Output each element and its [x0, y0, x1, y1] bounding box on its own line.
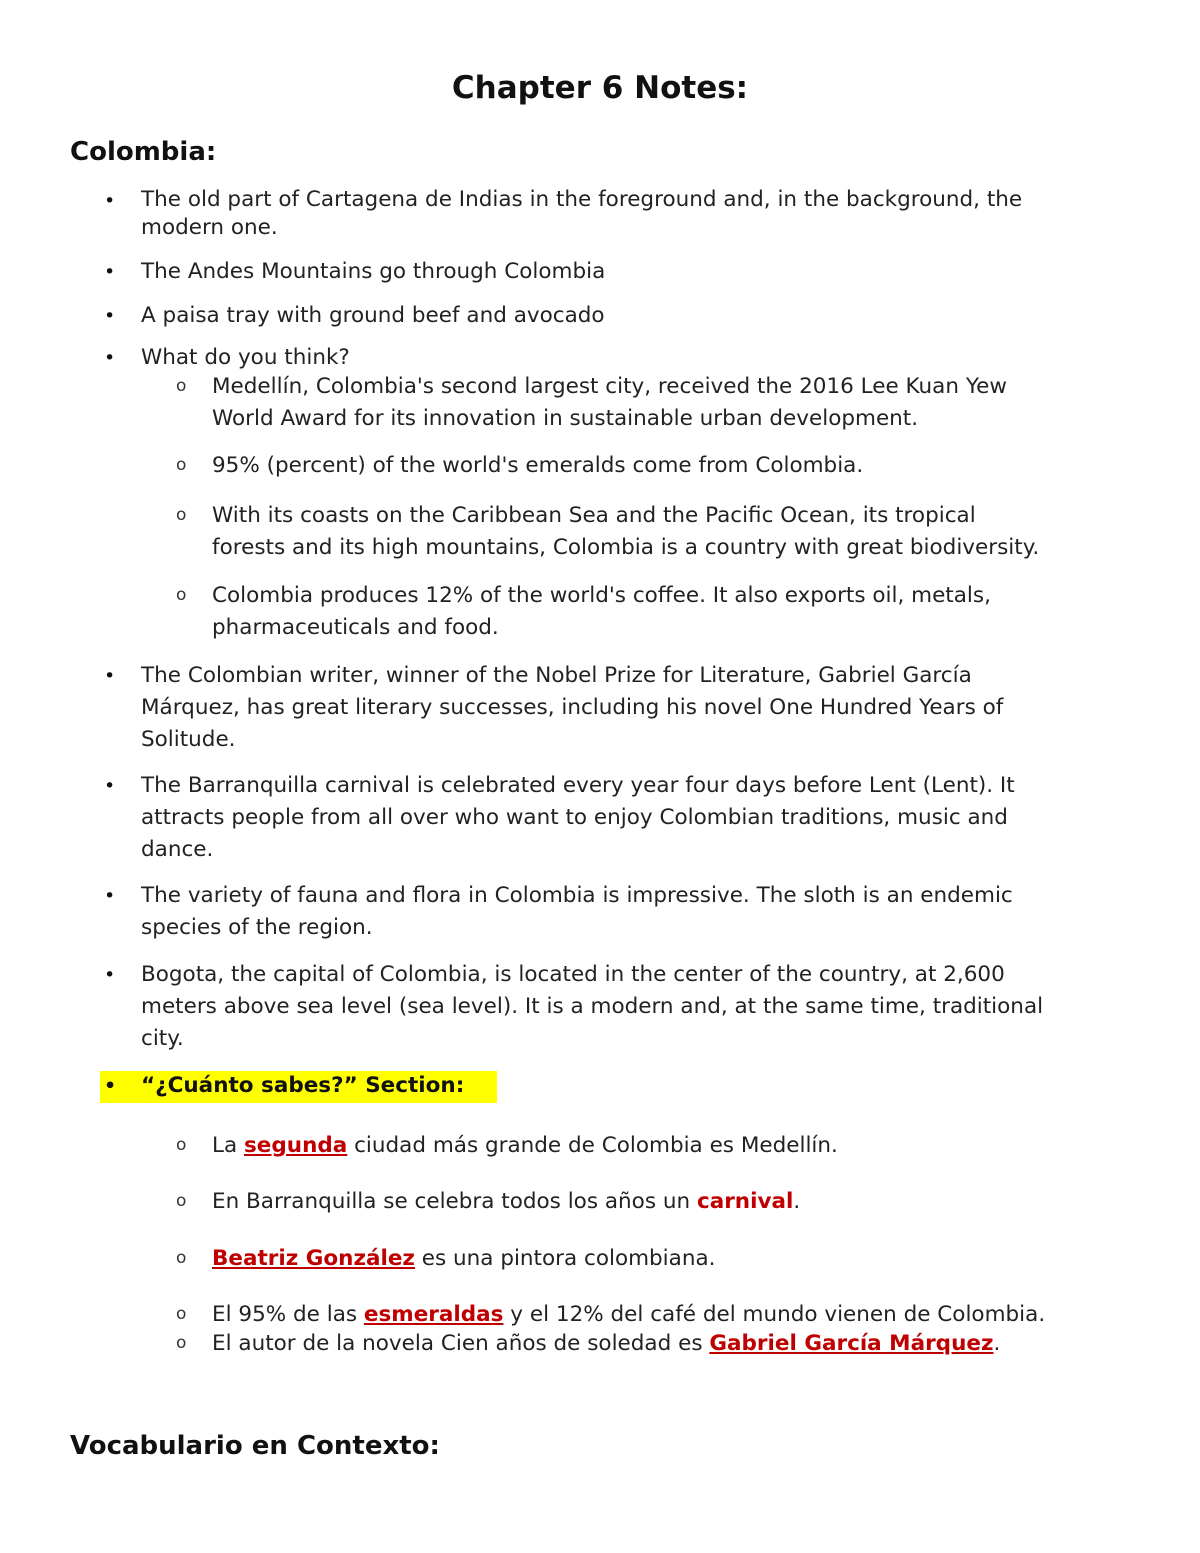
sub-list-item	[212, 500, 1039, 564]
bullet-marker: •	[104, 190, 116, 212]
list-item	[141, 660, 1003, 756]
list-item-line: modern one.	[141, 215, 278, 240]
quiz-answer: Gabriel García Márquez	[709, 1331, 994, 1356]
sub-bullet-marker: o	[176, 1135, 187, 1155]
list-item: The Andes Mountains go through Colombia	[141, 259, 606, 284]
list-item-line: The old part of Cartagena de Indias in the foreground and, in the background, the	[141, 187, 1023, 212]
section-heading-vocabulario: Vocabulario en Contexto:	[70, 1431, 440, 1461]
sub-bullet-marker: o	[176, 1333, 187, 1353]
sub-bullet-marker: o	[176, 376, 187, 396]
list-item-line: The Barranquilla carnival is celebrated every year four days before Lent (Lent). It	[141, 773, 1015, 798]
list-item-line: Medellín, Colombia's second largest city, received the 2016 Lee Kuan Yew	[212, 374, 1007, 399]
quiz-item	[212, 1299, 1045, 1331]
quiz-item	[212, 1328, 1000, 1360]
quiz-answer: carnival	[696, 1189, 794, 1214]
list-item	[141, 770, 1015, 866]
list-item-line: dance.	[141, 837, 214, 862]
list-item-line: With its coasts on the Caribbean Sea and the Pacific Ocean, its tropical	[212, 503, 976, 528]
list-item	[141, 880, 1013, 944]
bullet-marker: •	[104, 964, 116, 986]
quiz-text: es una pintora colombiana.	[414, 1246, 716, 1271]
quiz-text: El autor de la novela Cien años de soledad es	[212, 1331, 710, 1356]
list-item	[141, 959, 1043, 1055]
sub-bullet-marker: o	[176, 455, 187, 475]
quiz-answer: Beatriz González	[212, 1246, 415, 1271]
sub-bullet-marker: o	[176, 1304, 187, 1324]
list-item-line: attracts people from all over who want to enjoy Colombian traditions, music and	[141, 805, 1008, 830]
list-item-line: meters above sea level (sea level). It is a modern and, at the same time, traditional	[141, 994, 1044, 1019]
list-item-line: species of the region.	[141, 915, 373, 940]
quiz-answer: esmeraldas	[363, 1302, 504, 1327]
list-item-line: Solitude.	[141, 727, 236, 752]
bullet-marker: •	[104, 305, 116, 327]
quiz-text: En Barranquilla se celebra todos los años un	[212, 1189, 697, 1214]
sub-bullet-marker: o	[176, 505, 187, 525]
list-item	[141, 186, 1022, 242]
sub-bullet-marker: o	[176, 585, 187, 605]
bullet-marker: •	[104, 1075, 117, 1097]
cuanto-sabes-heading: “¿Cuánto sabes?” Section:	[141, 1073, 465, 1098]
list-item-line: Bogota, the capital of Colombia, is located in the center of the country, at 2,600	[141, 962, 1005, 987]
quiz-item	[212, 1243, 715, 1275]
quiz-text: .	[793, 1189, 801, 1214]
sub-list-item	[212, 580, 991, 644]
page-title: Chapter 6 Notes:	[451, 70, 749, 106]
list-item-line: Márquez, has great literary successes, including his novel One Hundred Years of	[141, 695, 1004, 720]
section-heading-colombia: Colombia:	[70, 137, 217, 167]
quiz-text: El 95% de las	[212, 1302, 364, 1327]
sub-bullet-marker: o	[176, 1248, 187, 1268]
bullet-marker: •	[104, 347, 116, 369]
list-item-line: The Colombian writer, winner of the Nobel Prize for Literature, Gabriel García	[141, 663, 972, 688]
list-item-line: World Award for its innovation in sustainable urban development.	[212, 406, 919, 431]
quiz-text: ciudad más grande de Colombia es Medellín.	[347, 1133, 838, 1158]
quiz-item	[212, 1130, 838, 1162]
bullet-marker: •	[104, 775, 116, 797]
list-item-line: Colombia produces 12% of the world's coffee. It also exports oil, metals,	[212, 583, 991, 608]
list-item: A paisa tray with ground beef and avocado	[141, 303, 605, 328]
bullet-marker: •	[104, 885, 116, 907]
quiz-text: .	[993, 1331, 1001, 1356]
quiz-item	[212, 1186, 800, 1218]
sub-bullet-marker: o	[176, 1191, 187, 1211]
list-item-line: forests and its high mountains, Colombia is a country with great biodiversity.	[212, 535, 1040, 560]
list-item-line: city.	[141, 1026, 184, 1051]
sub-list-item: 95% (percent) of the world's emeralds come from Colombia.	[212, 453, 864, 478]
list-item: What do you think?	[141, 345, 350, 370]
list-item-line: The variety of fauna and flora in Colombia is impressive. The sloth is an endemic	[141, 883, 1013, 908]
list-item-line: pharmaceuticals and food.	[212, 615, 499, 640]
bullet-marker: •	[104, 261, 116, 283]
quiz-text: La	[212, 1133, 244, 1158]
sub-list-item	[212, 371, 1007, 435]
quiz-answer: segunda	[244, 1133, 348, 1158]
quiz-text: y el 12% del café del mundo vienen de Colombia.	[503, 1302, 1046, 1327]
bullet-marker: •	[104, 665, 116, 687]
